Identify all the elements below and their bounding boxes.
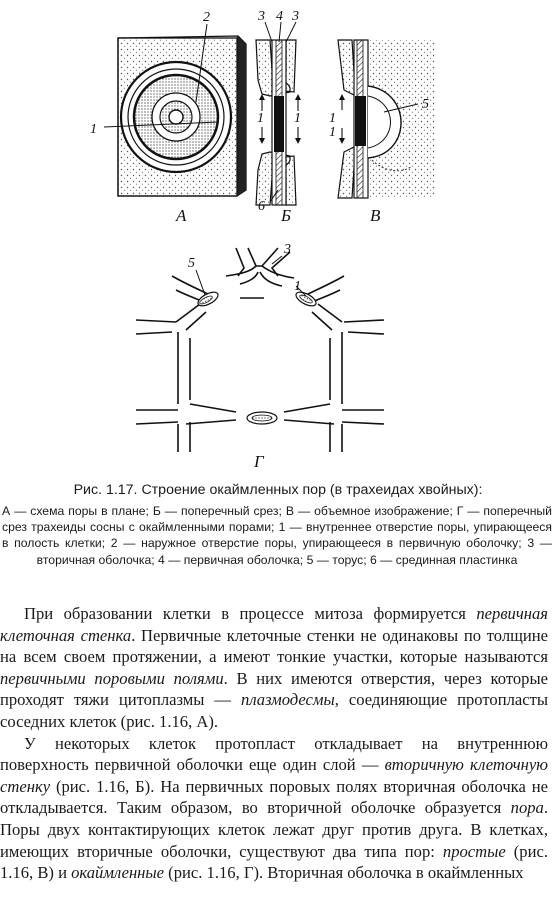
paragraph-2 [0,733,548,884]
callout-1-v-lower: 1 [329,125,336,140]
callout-1-a: 1 [90,122,97,137]
caption-body: А — схема поры в плане; Б — поперечный срез; В — объемное изображение; Г — поперечный срез трахеиды сосны с окаймленными порами; 1 — внутреннее отверстие поры, упирающееся в полость клетки; 2 — наружное отверстие поры, упирающееся в первичную оболочку; 3 — вторичная оболочка; 4 — первичная оболочка; 5 — торус; 6 — срединная пластинка [2,504,552,567]
term-simple: простые [442,841,506,861]
callout-1-v-upper: 1 [329,111,336,126]
panel-label-v: В [370,206,381,225]
callout-4-b: 4 [276,9,283,24]
callout-3-g: 3 [284,242,291,257]
text-run: , соединяющие протопласты соседних клеток (рис. 1.16, А). [0,690,549,731]
callout-3-b-right: 3 [292,9,299,24]
panel-label-b: Б [281,206,292,225]
text-run: . В них имеются отверстия, через которые проходят тяжи цитоплазмы — [0,668,548,710]
panel-g-drawing [136,248,384,452]
text-run: . Первичные клеточные стенки не одинаковы по толщине на всем своем протяжении, а имеют тонкие участки, которые называются [0,625,549,667]
term-plasmodesmata: плазмодесмы [241,690,335,710]
text-run: (рис. 1.16, Б). На первичных поровых полях вторичная оболочка не откладывается. Таким образом, во вторичной оболочке образуется [0,776,548,818]
term-bordered: окаймленные [71,863,165,883]
paragraph-1 [0,603,548,733]
callout-5-g: 5 [188,256,195,271]
panel-a-drawing [104,24,246,196]
callout-3-b-left: 3 [258,9,265,24]
caption-title: Рис. 1.17. Строение окаймленных пор (в трахеидах хвойных): [73,482,483,498]
callout-2-a: 2 [203,10,210,25]
text-run: У некоторых клеток протопласт откладывает на внутреннюю поверхность первичной оболочки еще один слой — [0,733,548,775]
callout-5-v: 5 [422,97,429,112]
callout-1-b-left: 1 [257,111,264,126]
term-primary-wall: первичная клеточная стенка [0,604,548,645]
callout-1-b-right: 1 [294,111,301,126]
figure-caption [0,481,556,568]
term-primary-pit-fields: первичными поровыми полями [0,668,224,688]
term-secondary-wall: вторичную клеточную стенку [0,755,548,796]
text-run: При образовании клетки в процессе митоза формируется [24,604,477,623]
callout-1-g: 1 [294,279,301,294]
text-run: (рис. 1.16, В) и [0,841,548,883]
panel-v-drawing [338,40,436,198]
panel-label-a: А [176,206,187,225]
text-run: . Поры двух контактирующих клеток лежат друг против друга. В клетках, имеющих вторичные оболочки, существуют два типа пор: [0,798,548,861]
text-run: (рис. 1.16, Г). Вторичная оболочка в окаймленных [164,863,524,883]
body-text [0,603,548,884]
callout-6-b: 6 [258,199,265,214]
term-pore: пора [510,798,544,818]
panel-label-g: Г [254,452,264,471]
